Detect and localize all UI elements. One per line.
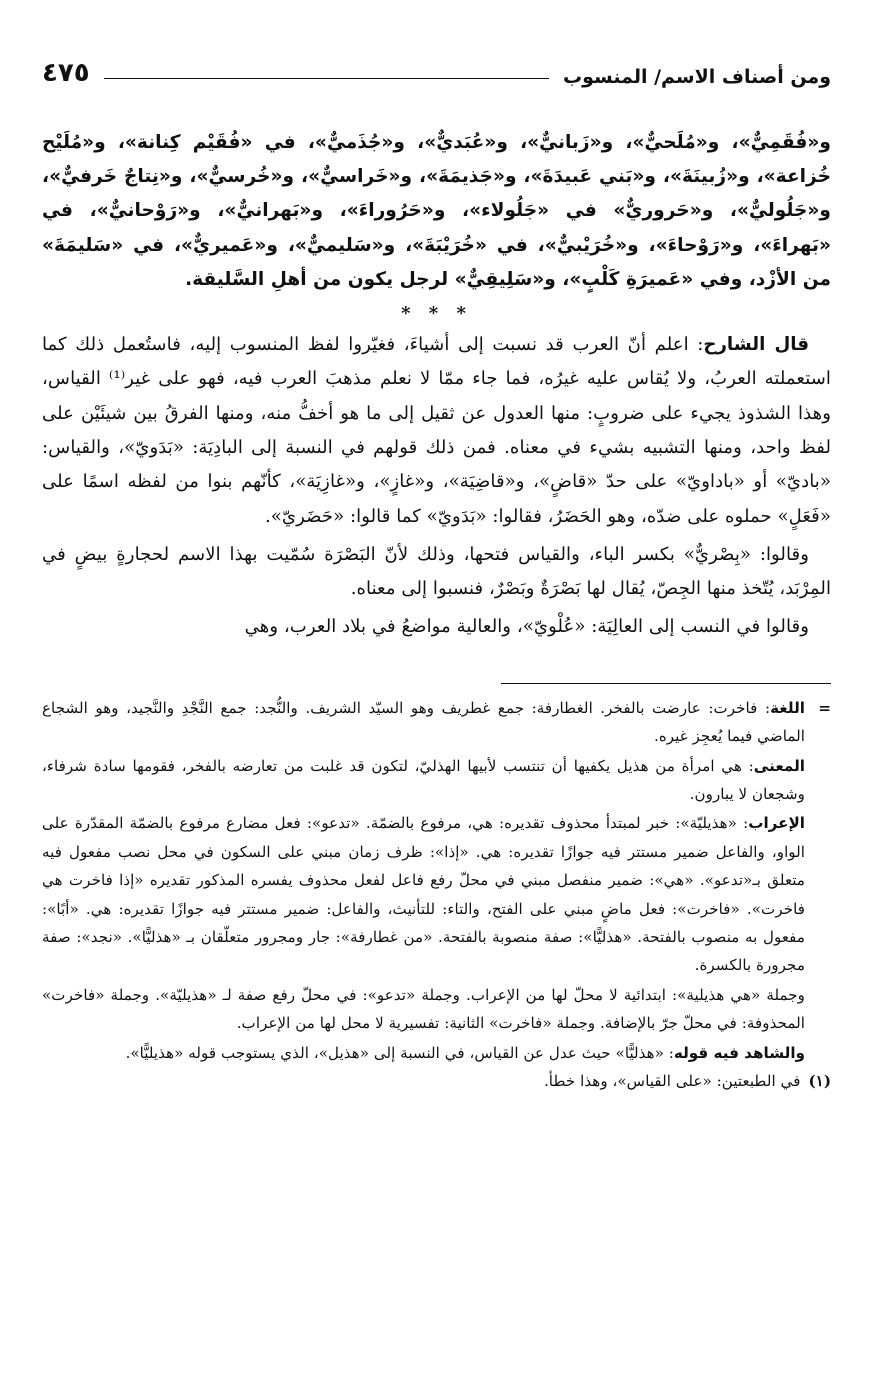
footnote-label: المعنى bbox=[753, 756, 805, 775]
commentary-paragraph: وقالوا: «بِصْريٌّ» بكسر الباء، والقياس فتحها، وذلك لأنّ البَصْرَة سُمّيت بهذا الاسم لحجارةٍ بيضٍ في المِرْبَد، يُتّخذ منها الجِصّ، يُقال لها بَصْرَةٌ وبَصْرٌ، فنسبوا إلى معناه. bbox=[42, 543, 831, 600]
commentary-paragraph bbox=[42, 328, 831, 534]
footnote-label: والشاهد فيه قوله bbox=[673, 1043, 805, 1062]
footnote-text: : فاخرت: عارضت بالفخر. الغطارفة: جمع غطريف وهو السيّد الشريف. والنُّجد: جمع النَّجْدِ والنَّجيد، وهو الشجاع الماضي فيما يُعجِز غيره. bbox=[42, 698, 805, 746]
commentary-lead: قال الشارح bbox=[703, 334, 809, 356]
verse-paragraph: و«فُقَمِيٌّ»، و«مُلَحيٌّ»، و«زَبانيٌّ»، و«عُبَديٌّ»، و«جُذَميٌّ»، في «فُقَيْم كِنانة»، و«مُلَيْح خُزاعة»، و«زُبينَةَ»، و«بَني عَبيدَةَ»، و«جَذيمَةَ»، و«خَراسيٌّ»، و«خُرسيٌّ»، و«نِتاجٌ خَرفيٌّ»، و«جَلُوليٌّ»، و«حَروريٌّ» في «جَلُولاء»، و«حَرُوراءَ»، و«بَهرانيٌّ»، و«رَوْحانيٌّ»، في «بَهراءَ»، و«رَوْحاءَ»، و«خُرَيْبيٌّ»، في «خُرَيْبَةَ»، و«سَليميٌّ»، و«عَميريٌّ»، في «سَليمَةَ» من الأزْد، وفي «عَميرَةِ كَلْبٍ»، و«سَلِيقِيٌّ» لرجل يكون من أهلِ السَّليقة. bbox=[42, 132, 831, 290]
footnote-jumla: وجملة «هي هذيلية»: ابتدائية لا محلّ لها من الإعراب. وجملة «تدعو»: في محلّ رفع صفة لـ «هذيليّة». وجملة «فاخرت» المحذوفة: في محلّ جرّ بالإضافة. وجملة «فاخرت» الثانية: تفسيرية لا محل لها من الإعراب. bbox=[42, 985, 805, 1033]
numbered-footnote bbox=[42, 1067, 831, 1095]
footnote-text: : «هذيليّة»: خبر لمبتدأ محذوف تقديره: هي، مرفوع بالضمّة. «تدعو»: فعل مضارع مرفوع بالضمّة المقدّرة على الواو، والفاعل ضمير مستتر فيه جوازًا تقديره: هي. «إذا»: ظرف زمان مبني على السكون في محل نصب مفعول فيه متعلق بـ«تدعو». «هي»: ضمير منفصل مبني في محلّ رفع فاعل لفعل محذوف يفسره المذكور تقديره «إذا فاخرت هي فاخرت». «فاخرت»: فعل ماضٍ مبني على الفتح، والتاء: للتأنيث، والفاعل: ضمير مستتر فيه جوازًا تقديره: هي. «أبًا»: مفعول به منصوب بالفتحة. «هذليًّا»: صفة منصوبة بالفتحة. «من غطارفة»: جار ومجرور متعلّقان بـ «هذليًّا». «نجد»: صفة مجرورة بالكسرة. bbox=[42, 814, 805, 975]
running-title: ومن أصناف الاسم/ المنسوب bbox=[562, 66, 831, 88]
verse-text-block bbox=[42, 126, 831, 297]
footnote-divider bbox=[501, 683, 831, 684]
footnote-label: اللغة bbox=[770, 698, 805, 717]
page-number: ٤٧٥ bbox=[42, 58, 90, 88]
verse-notes bbox=[42, 694, 831, 1067]
footnote-lugha bbox=[42, 694, 805, 751]
continuation-mark: = bbox=[818, 698, 831, 717]
footnote-shahid bbox=[42, 1039, 805, 1067]
footnote-text: : هي امرأة من هذيل يكفيها أن تنتسب لأبيها الهذليّ، لتكون قد غلبت من تعارضه بالفخر، فقومها سادة شرفاء، وشجعان لا يبارون. bbox=[42, 756, 805, 803]
footnotes bbox=[42, 694, 831, 1095]
footnote-number: (١) bbox=[808, 1071, 831, 1090]
commentary bbox=[42, 328, 831, 645]
commentary-text: : اعلم أنّ العرب قد نسبت إلى أشياءَ، فغيّروا لفظ المنسوب إليه، فاستُعمل ذلك كما استعملته العربُ، ولا يُقاس عليه غيرُه، فما جاء ممّا لا نعلم مذهبَ العرب فيه، فهو على غير⁽¹⁾ القياس، وهذا الشذوذ يجيء على ضروبٍ: منها العدول عن ثقيل إلى ما هو أخفُّ منه، ومنها الفرقُ بين شيئَيْن على لفظ واحد، ومنها التشبيه بشيء في معناه. فمن ذلك قولهم في النسبة إلى البادِيَة: «بَدَويّ»، والقياس: «باديّ» أو «باداويّ» على حدّ «قاضٍ»، و«قاضِيَة»، و«غازٍ»، و«غازِيَة»، كأنّهم بنوا من لفظه اسمًا على «فَعَلٍ» حملوه على ضدّه، وهو الحَضَرُ، فقالوا: «بَدَويّ» كما قالوا: «حَضَريّ». bbox=[42, 334, 831, 527]
header-rule bbox=[104, 78, 549, 79]
section-separator: * * * bbox=[401, 303, 472, 325]
page-header bbox=[42, 48, 831, 88]
commentary-paragraph: وقالوا في النسب إلى العالِيَة: «عُلْويّ»، والعالية مواضعُ في بلاد العرب، وهي bbox=[244, 616, 809, 638]
footnote-text: : «هذليًّا» حيث عدل عن القياس، في النسبة إلى «هذيل»، الذي يستوجب قوله «هذيليًّا». bbox=[125, 1043, 674, 1062]
footnote-label: الإعراب bbox=[748, 814, 805, 833]
footnote-irab bbox=[42, 809, 805, 979]
footnote-maana bbox=[42, 752, 805, 809]
footnote-text: في الطبعتين: «على القياس»، وهذا خطأ. bbox=[543, 1071, 801, 1090]
